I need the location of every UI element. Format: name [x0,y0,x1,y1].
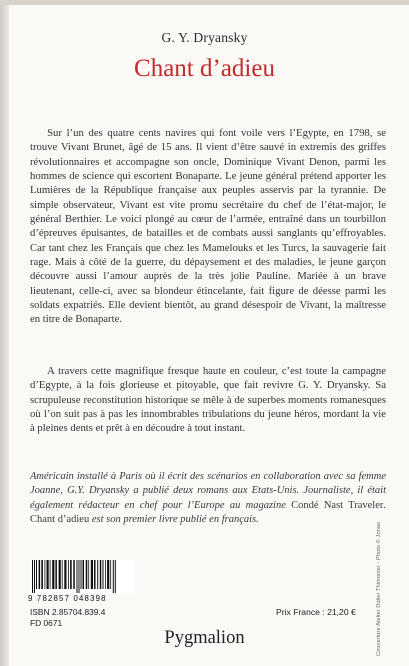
barcode-number: 9 782857 048398 [28,594,107,603]
author-bio [30,470,386,527]
barcode-bar [88,560,89,589]
cover-credit: Couverture Atelier Didier Thimonier - Photo © Jonas [376,521,382,656]
barcode-bar [70,560,72,589]
barcode-bar [68,560,69,589]
barcode-bar [94,560,96,589]
barcode-bar [32,560,33,593]
author-name: G. Y. Dryansky [161,30,248,45]
isbn: ISBN 2.85704.839.4 [30,607,106,617]
barcode-bar [55,560,57,589]
barcode-bar [113,560,114,593]
barcode-bar [64,560,66,589]
barcode-bar [115,560,116,593]
author-bio-text-1: Américain installé à Paris où il écrit des scénarios en collaboration avec sa femme Joanne, G.Y. Dryansky a publié deux romans aux Etats-Unis. Journaliste, il était également rédacteur en chef pour l’Europe au magazine [30,471,386,511]
barcode-bar [100,560,102,589]
top-edge [0,0,409,5]
barcode-bar [86,560,88,589]
barcode-bar [77,560,78,593]
barcode-bar [107,560,109,589]
bio-book-title: Chant d’adieu [30,513,90,525]
barcode-bar [59,560,61,589]
author-bio-text-2: . [383,499,386,511]
fd-code: FD 0671 [30,618,63,628]
book-title: Chant d’adieu [134,55,275,82]
barcode-bar [105,560,106,589]
barcode-bar [45,560,46,589]
barcode-bar [79,560,80,593]
barcode-bar [73,560,75,589]
barcode-bar [91,560,93,589]
barcode-bars [30,560,135,593]
barcode-bar [103,560,104,589]
barcode-bar [50,560,51,589]
author-bio-text-3: est son premier livre publié en français. [89,513,259,525]
barcode-bar [34,560,35,593]
spine-edge [0,0,9,666]
barcode-bar [41,560,43,589]
barcode-bar [83,560,85,589]
blurb-paragraph-2: A travers cette magnifique fresque haute en couleur, c’est toute la campagne d’Egypte, à la fois glorieuse et pitoyable, que fait revivre G. Y. Dryansky. Sa scrupuleuse reconstitution historique se mêle à de superbes moments romanesques où l’on suit pas à pas les innombrables tribulations du jeune héros, mordant la vie à pleines dents et prêt à en découdre à tout instant. [30,365,386,435]
magazine-name: Condé Nast Traveler [291,499,384,511]
publisher-name: Pygmalion [164,628,245,648]
barcode [30,560,135,593]
barcode-bar [81,560,82,589]
barcode-bar [52,560,54,589]
price: Prix France : 21,20 € [276,607,356,617]
barcode-bar [47,560,49,589]
barcode-bar [62,560,63,589]
barcode-bar [36,560,37,589]
barcode-bar [39,560,41,589]
barcode-bar [97,560,98,589]
barcode-bar [110,560,111,589]
blurb-paragraph-1: Sur l’un des quatre cents navires qui font voile vers l’Egypte, en 1798, se trouve Vivant Brunet, âgé de 15 ans. Il vient d’être sauvé in extremis des griffes révolutionnaires et accompagne son oncle, Dominique Vivant Denon, parmi les hommes de science qui escortent Bonaparte. Le jeune général prétend apporter les Lumières de la République française aux peuples asservis par la tyrannie. De simple observateur, Vivant est vite promu secrétaire du chef de l’état-major, le général Berthier. Le voici plongé au cœur de l’armée, entraîné dans un tourbillon d’épreuves épuisantes, de batailles et de combats aussi sanglants qu’effroyables. Car tant chez les Français que chez les Mamelouks et les Turcs, la sauvagerie fait rage. Mais à côté de la guerre, du dépaysement et des maladies, le jeune garçon découvre aussi l’amour auprès de la très jolie Pauline. Mariée à un brave lieutenant, celle-ci, avec sa blondeur étincelante, fait figure de déesse parmi les soldats expatriés. Elle devient bientôt, au grand désespoir de Vivant, la maîtresse en titre de Bonaparte. [30,127,386,326]
